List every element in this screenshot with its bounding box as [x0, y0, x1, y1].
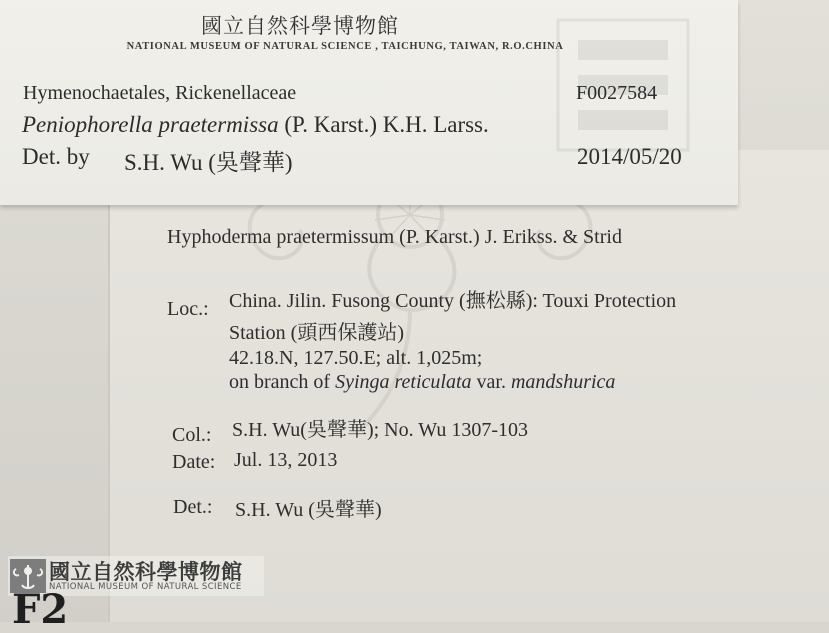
locality-line-2: Station (頭西保護站)	[229, 322, 404, 344]
museum-name-cn: 國立自然科學博物館	[201, 14, 399, 38]
stamp-museum-cn: 國立自然科學博物館	[49, 560, 243, 584]
specimen-det-value: S.H. Wu (吳聲華)	[235, 499, 382, 521]
det-name: S.H. Wu (吳聲華)	[124, 150, 293, 175]
date-value: Jul. 13, 2013	[234, 449, 338, 471]
family-name: Hymenochaetales, Rickenellaceae	[23, 82, 297, 104]
host-var-label: var.	[476, 371, 506, 393]
host-species: Syinga reticulata	[335, 371, 472, 393]
stamp-museum-en: NATIONAL MUSEUM OF NATURAL SCIENCE	[49, 582, 242, 592]
species-name	[22, 112, 489, 138]
locality-line-4	[229, 371, 615, 394]
species-binomial: Peniophorella praetermissa	[22, 112, 279, 137]
cabinet-code: F2	[12, 586, 69, 633]
substrate-prefix: on branch of	[229, 371, 331, 393]
sheet-edge	[108, 150, 110, 622]
host-variety: mandshurica	[510, 371, 616, 393]
museum-name-en: NATIONAL MUSEUM OF NATURAL SCIENCE , TAICHUNG, TAIWAN, R.O.CHINA	[126, 41, 564, 52]
species-author: (P. Karst.) K.H. Larss.	[284, 112, 489, 137]
collector-value: S.H. Wu(吳聲華); No. Wu 1307-103	[232, 419, 528, 441]
det-date: 2014/05/20	[577, 144, 682, 169]
date-label: Date:	[172, 451, 216, 473]
determination-label	[0, 0, 738, 205]
locality-line-1: China. Jilin. Fusong County (撫松縣): Touxi Protection	[229, 290, 677, 312]
collector-label: Col.:	[172, 424, 212, 446]
original-name: Hyphoderma praetermissum (P. Karst.) J. Erikss. & Strid	[167, 226, 622, 248]
accession-number: F0027584	[576, 82, 658, 104]
det-label: Det. by	[22, 144, 90, 169]
specimen-det-label: Det.:	[173, 496, 213, 518]
locality-line-3: 42.18.N, 127.50.E; alt. 1,025m;	[229, 347, 483, 369]
locality-label: Loc.:	[167, 298, 209, 320]
